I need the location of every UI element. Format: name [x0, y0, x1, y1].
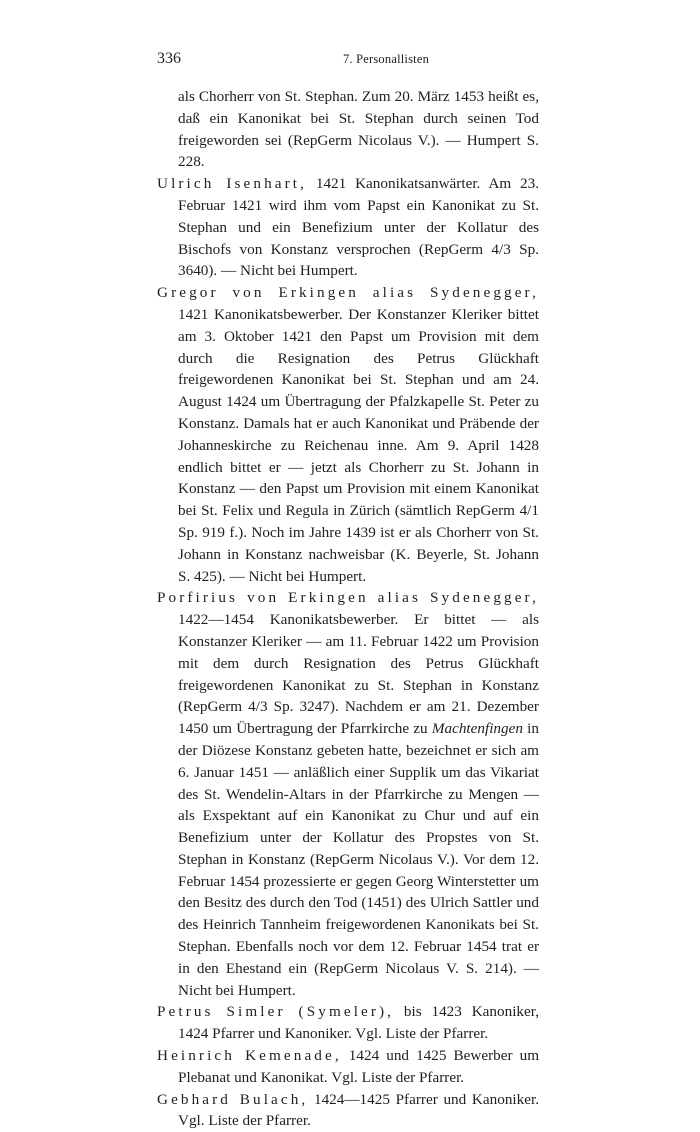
page-number: 336 [157, 50, 181, 67]
entry-continued [157, 86, 539, 173]
entry-text: 1422—1454 Kanonikatsbewerber. Er bittet — als Konstanzer Kleriker — am 11. Februar 1422 um Provision mit dem durch Resignation des Petrus Glückhaft freigewordenen Kanonikat zu St. Stephan in Konstanz (RepGerm 4/3 Sp. 3247). Nachdem er am 21. Dezember 1450 um Übertragung der Pfarrkirche zu [178, 611, 539, 738]
entry-name: Porfirius von Erkingen alias Sydenegger, [157, 589, 539, 607]
entry-name: Ulrich Isenhart, [157, 175, 307, 193]
entry-porfirius-von-erkingen [157, 587, 539, 1001]
entry-text: bis 1423 Kanoniker, 1424 Pfarrer und Kanoniker. Vgl. Liste der Pfarrer. [178, 1003, 539, 1043]
entry-text: als Chorherr von St. Stephan. Zum 20. März 1453 heißt es, daß ein Kanonikat bei St. Stephan durch seinen Tod freigeworden sei (RepGerm Nicolaus V.). — Humpert S. 228. [178, 88, 539, 171]
page-header [157, 50, 537, 70]
entry-name: Gebhard Bulach, [157, 1090, 309, 1108]
entry-ulrich-isenhart [157, 173, 539, 282]
entry-petrus-simler [157, 1001, 539, 1045]
body-text [157, 86, 539, 1132]
entry-name: Gregor von Erkingen alias Sydenegger, [157, 284, 539, 302]
entry-place-italic: Machtenfingen [431, 720, 523, 738]
running-title: 7. Personallisten [343, 52, 430, 66]
entry-gebhard-bulach [157, 1089, 539, 1132]
entry-name: Petrus Simler (Symeler), [157, 1003, 395, 1021]
entry-heinrich-kemenade [157, 1045, 539, 1089]
entry-gregor-von-erkingen [157, 282, 539, 587]
entry-text: in der Diözese Konstanz gebeten hatte, bezeichnet er sich am 6. Januar 1451 — anläßlich einer Supplik um das Vikariat des St. Wendelin-Altars in der Pfarrkirche zu Mengen — als Exspektant auf ein Kanonikat zu Chur und auf ein Benefizium unter der Kollatur des Propstes von St. Stephan in Konstanz (RepGerm Nicolaus V.). Vor dem 12. Februar 1454 prozessierte er gegen Georg Winterstetter um den Besitz des durch den Tod (1451) des Ulrich Sattler und des Heinrich Tannheim freigewordenen Kanonikats bei St. Stephan. Ebenfalls noch vor dem 12. Februar 1454 trat er in den Ehestand ein (RepGerm Nicolaus V. S. 214). — Nicht bei Humpert. [178, 720, 539, 999]
entry-text: 1421 Kanonikatsanwärter. Am 23. Februar 1421 wird ihm vom Papst ein Kanonikat zu St. Stephan und ein Benefizium unter der Kollatur des Bischofs von Konstanz versprochen (RepGerm 4/3 Sp. 3640). — Nicht bei Humpert. [178, 175, 539, 280]
entry-text: 1421 Kanonikatsbewerber. Der Konstanzer Kleriker bittet am 3. Oktober 1421 den Papst um Provision mit dem durch die Resignation des Petrus Glückhaft freigewordenen Kanonikat bei St. Stephan und am 24. August 1424 um Übertragung der Pfalzkapelle St. Peter zu Konstanz. Damals hat er auch Kanonikat und Präbende der Johanneskirche zu Reichenau inne. Am 9. April 1428 endlich bittet er — jetzt als Chorherr zu St. Johann in Konstanz — den Papst um Provision mit einem Kanonikat bei St. Felix und Regula in Zürich (sämtlich RepGerm 4/1 Sp. 919 f.). Noch im Jahre 1439 ist er als Chorherr von St. Johann in Konstanz nachweisbar (K. Beyerle, St. Johann S. 425). — Nicht bei Humpert. [178, 305, 539, 585]
entry-text: 1424—1425 Pfarrer und Kanoniker. Vgl. Liste der Pfarrer. [178, 1090, 539, 1130]
entry-name: Heinrich Kemenade, [157, 1047, 342, 1065]
entry-text: 1424 und 1425 Bewerber um Plebanat und Kanonikat. Vgl. Liste der Pfarrer. [178, 1047, 540, 1086]
